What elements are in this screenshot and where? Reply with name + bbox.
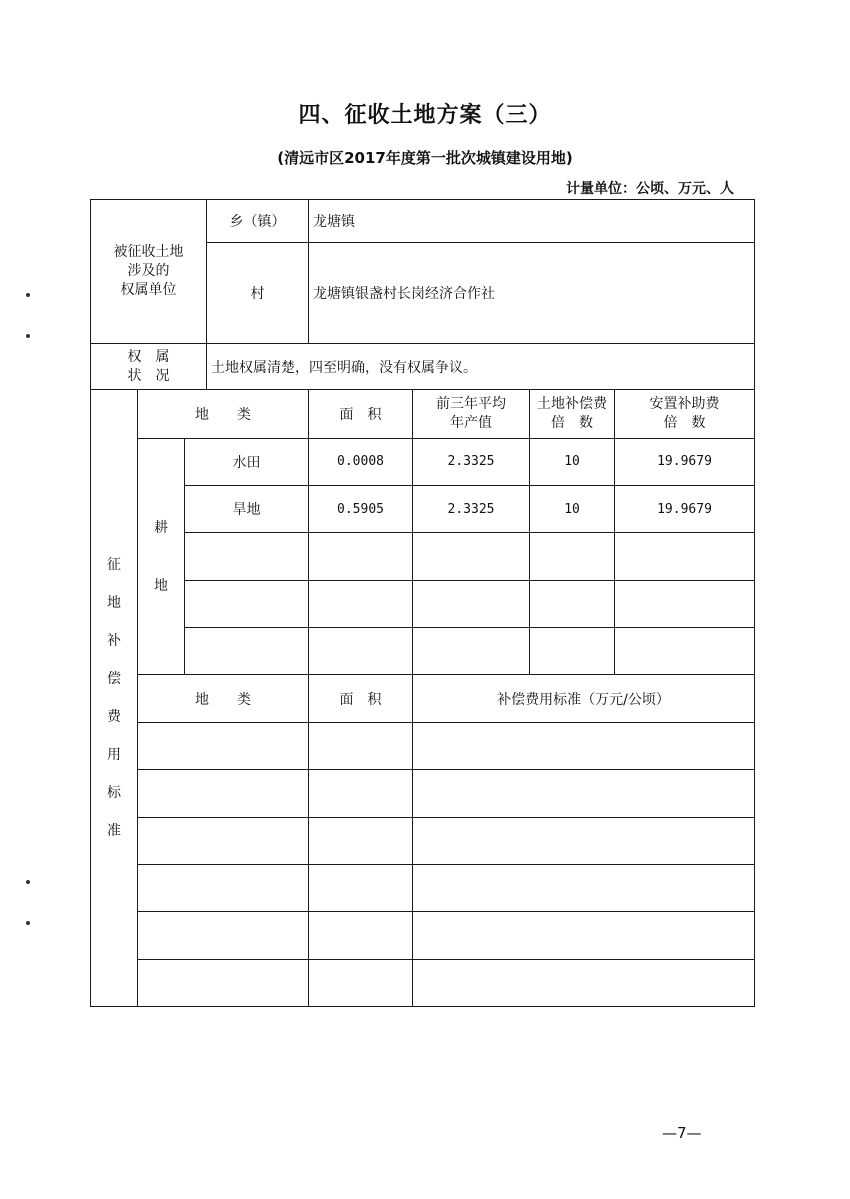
page-subtitle: (清远市区2017年度第一批次城镇建设用地) bbox=[277, 149, 573, 167]
subsidy-multiple-header bbox=[615, 390, 755, 438]
farmland-comp-multiple: 10 bbox=[530, 438, 615, 485]
section-label-char: 偿 bbox=[107, 671, 121, 688]
farmland-subsidy-multiple: 19.9679 bbox=[615, 486, 755, 533]
measurement-unit: 计量单位：公顷、万元、人 bbox=[566, 181, 734, 197]
ownership-status-label bbox=[91, 344, 207, 390]
page-title: 四、征收土地方案（三） bbox=[298, 103, 552, 128]
farmland-row bbox=[91, 438, 755, 485]
town-value: 龙塘镇 bbox=[309, 200, 755, 243]
section-label-char: 费 bbox=[107, 709, 121, 726]
section-label-char: 标 bbox=[107, 785, 121, 802]
scan-speck bbox=[26, 293, 30, 297]
farmland-avg-output: 2.3325 bbox=[413, 438, 530, 485]
farmland-area: 0.5905 bbox=[309, 486, 413, 533]
farmland-area: 0.0008 bbox=[309, 438, 413, 485]
ownership-label-line: 权属单位 bbox=[120, 282, 177, 299]
other-land-row-empty bbox=[91, 912, 755, 959]
other-land-row-empty bbox=[91, 817, 755, 864]
farmland-row-empty bbox=[91, 580, 755, 627]
ownership-unit-label bbox=[91, 200, 207, 344]
other-land-row-empty bbox=[91, 864, 755, 911]
town-row bbox=[91, 200, 755, 243]
status-label-line: 权 属 bbox=[127, 348, 170, 365]
ownership-label-line: 被征收土地 bbox=[113, 244, 184, 261]
farmland-label-char: 耕 bbox=[154, 519, 168, 536]
header-line: 前三年平均 bbox=[436, 396, 507, 413]
farmland-row-empty bbox=[91, 533, 755, 580]
farmland-row-empty bbox=[91, 628, 755, 675]
section-label-char: 用 bbox=[107, 747, 121, 764]
page-number: —7— bbox=[662, 1124, 702, 1142]
section-label-char: 准 bbox=[107, 823, 121, 840]
comp-multiple-header bbox=[530, 390, 615, 438]
status-label-line: 状 况 bbox=[127, 367, 170, 384]
scan-speck bbox=[26, 880, 30, 884]
ownership-label-line: 涉及的 bbox=[127, 263, 170, 280]
village-label: 村 bbox=[207, 243, 309, 344]
compensation-standard-header: 补偿费用标准（万元/公顷） bbox=[413, 675, 755, 722]
farmland-avg-output: 2.3325 bbox=[413, 486, 530, 533]
scan-speck bbox=[26, 334, 30, 338]
section-label-char: 地 bbox=[107, 595, 121, 612]
village-value: 龙塘镇银盏村长岗经济合作社 bbox=[309, 243, 755, 344]
other-land-row-empty bbox=[91, 959, 755, 1006]
farmland-type: 旱地 bbox=[185, 486, 309, 533]
header-line: 安置补助费 bbox=[649, 396, 720, 413]
scan-speck bbox=[26, 921, 30, 925]
header-line: 年产值 bbox=[450, 415, 493, 432]
compensation-standard-section-label bbox=[91, 390, 138, 1007]
section-label-char: 征 bbox=[107, 557, 121, 574]
farmland-header-row bbox=[91, 390, 755, 438]
other-land-header-row bbox=[91, 675, 755, 722]
area-header: 面 积 bbox=[309, 390, 413, 438]
farmland-row bbox=[91, 486, 755, 533]
header-line: 倍 数 bbox=[663, 415, 706, 432]
farmland-subsidy-multiple: 19.9679 bbox=[615, 438, 755, 485]
land-acquisition-table bbox=[90, 199, 755, 1007]
other-land-row-empty bbox=[91, 770, 755, 817]
header-line: 土地补偿费 bbox=[537, 396, 608, 413]
farmland-comp-multiple: 10 bbox=[530, 486, 615, 533]
avg-output-header bbox=[413, 390, 530, 438]
section-label-char: 补 bbox=[107, 633, 121, 650]
area-header: 面 积 bbox=[309, 675, 413, 722]
farmland-label-char: 地 bbox=[154, 577, 168, 594]
header-line: 倍 数 bbox=[551, 415, 594, 432]
farmland-type: 水田 bbox=[185, 438, 309, 485]
town-label: 乡（镇） bbox=[207, 200, 309, 243]
land-type-header: 地 类 bbox=[138, 390, 309, 438]
other-land-row-empty bbox=[91, 722, 755, 769]
land-type-header: 地 类 bbox=[138, 675, 309, 722]
ownership-status-value: 土地权属清楚，四至明确，没有权属争议。 bbox=[207, 344, 755, 390]
farmland-label bbox=[138, 438, 185, 675]
ownership-status-row bbox=[91, 344, 755, 390]
